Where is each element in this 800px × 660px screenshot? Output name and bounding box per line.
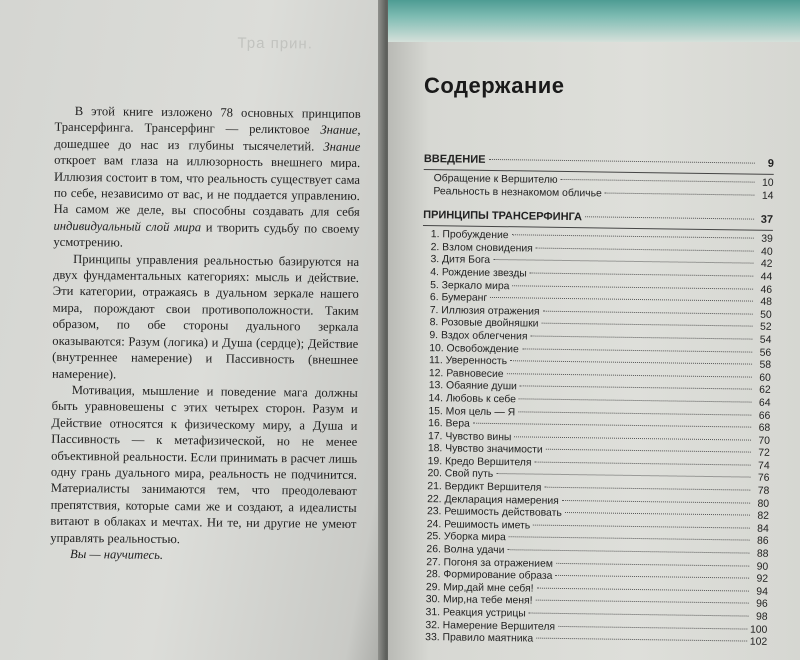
toc-entry-label: 30. Мир,на тебе меня! xyxy=(425,594,533,607)
toc-entry-label: 1. Пробуждение xyxy=(430,229,509,242)
toc-entry-label: 15. Моя цель — Я xyxy=(428,405,516,418)
toc-dot-leader xyxy=(605,192,755,195)
toc-entry-label: 17. Чувство вины xyxy=(427,430,512,443)
paragraph xyxy=(53,103,361,254)
toc-dot-leader xyxy=(546,449,751,453)
toc-dot-leader xyxy=(537,587,749,591)
toc-page-number: 72 xyxy=(758,447,770,460)
toc-dot-leader xyxy=(514,436,751,440)
toc-entry-label: 4. Рождение звезды xyxy=(430,267,527,280)
toc-entry-label: 21. Вердикт Вершителя xyxy=(427,481,542,494)
toc-entry-label: Реальность в незнакомом обличье xyxy=(433,185,602,200)
toc-dot-leader xyxy=(507,549,749,553)
body-text: откроет вам глаза на иллюзорность внешнего мира. Иллюзия состоит в том, что реальность существует сама по себе, независимо от вас, и не поддается управлению. На самом же деле, вы способны создавать для себя xyxy=(53,153,361,220)
toc-entry-label: Обращение к Вершителю xyxy=(433,173,558,186)
toc-entry-label: 16. Вера xyxy=(428,418,470,430)
paragraph xyxy=(52,250,359,384)
toc-dot-leader xyxy=(507,373,752,377)
teal-color-band xyxy=(388,0,800,42)
toc-dot-leader xyxy=(473,423,751,428)
toc-entry-label: 32. Намерение Вершителя xyxy=(425,619,556,633)
toc-dot-leader xyxy=(561,179,755,183)
toc-dot-leader xyxy=(536,600,749,604)
toc-dot-leader xyxy=(530,272,754,276)
toc-dot-leader xyxy=(510,360,752,364)
toc-dot-leader xyxy=(509,537,750,541)
toc-dot-leader xyxy=(518,411,751,415)
toc-page-number: 14 xyxy=(761,190,774,202)
toc-dot-leader xyxy=(493,259,753,264)
toc-page-number: 52 xyxy=(759,322,772,334)
toc-page-number: 86 xyxy=(756,536,769,548)
toc-dot-leader xyxy=(543,310,753,314)
toc-entry-label: ПРИНЦИПЫ ТРАНСЕРФИНГА xyxy=(423,209,583,224)
toc-entry-label: 11. Уверенность xyxy=(429,355,508,368)
toc-page-number: 94 xyxy=(756,586,768,598)
toc-entry-label: 27. Погоня за отражением xyxy=(426,556,554,570)
body-text: В этой книге изложено 78 основных принципов Трансерфинга. Трансерфинг — реликтовое xyxy=(54,103,361,137)
table-of-contents xyxy=(417,152,774,650)
toc-entry-label: 14. Любовь к себе xyxy=(428,392,517,406)
toc-dot-leader xyxy=(562,500,750,504)
toc-entry-label: 31. Реакция устрицы xyxy=(425,607,526,620)
toc-entry-label: 3. Дитя Бога xyxy=(430,254,491,267)
toc-dot-leader xyxy=(520,386,752,390)
toc-page-number: 58 xyxy=(759,359,772,371)
toc-page-number: 42 xyxy=(760,259,773,271)
toc-dot-leader xyxy=(512,234,754,238)
toc-entry-label: 19. Кредо Вершителя xyxy=(427,455,532,469)
toc-page-number: 37 xyxy=(760,213,774,227)
body-text: и творить судьбу по своему усмотрению. xyxy=(53,220,360,250)
toc-dot-leader xyxy=(541,323,752,327)
toc-entry-label: 12. Равновесие xyxy=(428,367,504,380)
toc-page-number: 90 xyxy=(756,561,769,573)
body-text: , дошедшее до нас из глубины тысячелетий. xyxy=(54,123,361,154)
toc-page-number: 10 xyxy=(761,177,774,189)
toc-dot-leader xyxy=(529,613,749,617)
toc-page-number: 39 xyxy=(761,233,773,246)
toc-dot-leader xyxy=(488,159,754,164)
toc-page-number: 88 xyxy=(756,548,769,560)
body-text: Мотивация, мышление и поведение мага должны быть уравновешены с этих четырех сторон. Разум и Действие относятся к физическому миру, а Душа и Пассивность — к метафизической, но не менее объективной реальности. Если принимать в расчет лишь одну грань дуального мира, реальность не подчинится. Материалисты занимаются тем, что преодолевают препятствия, которые сами же и создают, а идеалисты витают в облаках и мечтах. Ни те, ни другие не умеют управлять реальностью. xyxy=(50,382,358,546)
toc-page-number: 40 xyxy=(760,246,773,258)
toc-dot-leader xyxy=(535,461,751,465)
toc-page-number: 64 xyxy=(758,397,771,409)
toc-entry-label: 6. Бумеранг xyxy=(429,292,488,305)
toc-entry-label: 18. Чувство значимости xyxy=(427,443,543,456)
toc-page-number: 82 xyxy=(757,510,770,523)
toc-entry-label: 22. Декларация намерения xyxy=(427,493,559,507)
toc-page-number: 9 xyxy=(767,157,774,170)
toc-dot-leader xyxy=(585,216,754,219)
toc-entry-label: 33. Правило маятника xyxy=(425,632,534,645)
toc-dot-leader xyxy=(496,474,750,479)
paragraph xyxy=(50,382,358,549)
ghost-header-text: Тра прин. xyxy=(237,34,314,53)
toc-entry-label: 13. Обаяние души xyxy=(428,380,517,393)
toc-entry-label: 29. Мир,дай мне себя! xyxy=(425,581,534,595)
toc-page-number: 68 xyxy=(758,422,771,434)
toc-dot-leader xyxy=(522,348,752,352)
emphasis-text: индивидуальный слой мира xyxy=(53,218,202,235)
toc-dot-leader xyxy=(533,524,750,528)
toc-page-number: 48 xyxy=(760,296,773,309)
toc-page-number: 74 xyxy=(758,460,770,472)
toc-dot-leader xyxy=(519,398,752,402)
toc-entry-label: 23. Решимость действовать xyxy=(426,506,562,520)
toc-page-number: 66 xyxy=(758,410,771,422)
toc-page-number: 76 xyxy=(757,473,770,485)
toc-page-number: 44 xyxy=(760,271,773,283)
toc-dot-leader xyxy=(558,626,747,630)
emphasis-text: Вы — научитесь. xyxy=(70,546,164,562)
left-page xyxy=(0,0,390,660)
right-page xyxy=(388,0,800,660)
toc-dot-leader xyxy=(544,487,750,491)
toc-title: Содержание xyxy=(424,73,565,98)
toc-entry-label: 20. Свой путь xyxy=(427,468,494,481)
body-text: Принципы управления реальностью базируются на двух фундаментальных категориях: мысль и действие. Эти категории, отражаясь в дуальном зеркале нашего мира, порождают свои противоположности. Таким образом, по обе стороны дуального зеркала оказываются: Разум (логика) и Душа (сердце); Действие (внутреннее намерение) и Пассивность (внешнее намерение). xyxy=(51,251,360,381)
toc-page-number: 96 xyxy=(756,599,768,611)
paragraph xyxy=(50,546,356,566)
toc-entry-label: 7. Иллюзия отражения xyxy=(429,304,540,318)
toc-entry-label: 25. Уборка мира xyxy=(426,531,506,544)
toc-entry-label: 2. Взлом сновидения xyxy=(430,241,533,255)
toc-page-number: 80 xyxy=(757,498,770,510)
toc-dot-leader xyxy=(531,335,753,339)
toc-page-number: 100 xyxy=(749,624,768,636)
left-page-body xyxy=(50,103,361,566)
toc-page-number: 92 xyxy=(756,573,769,586)
toc-page-number: 98 xyxy=(755,611,768,623)
toc-page-number: 62 xyxy=(759,385,771,397)
toc-entry-label: 9. Вздох облегчения xyxy=(429,330,528,343)
toc-page-number: 102 xyxy=(749,636,768,649)
toc-dot-leader xyxy=(536,638,747,642)
toc-dot-leader xyxy=(556,563,749,567)
emphasis-text: Знание xyxy=(320,122,358,138)
toc-entry-label: ВВЕДЕНИЕ xyxy=(423,152,486,166)
toc-dot-leader xyxy=(565,512,750,516)
toc-page-number: 60 xyxy=(759,372,771,384)
toc-entry-label: 28. Формирование образа xyxy=(426,569,553,583)
toc-page-number: 56 xyxy=(759,347,772,359)
toc-entry-label: 26. Волна удачи xyxy=(426,544,505,557)
toc-entry-label: 24. Решимость иметь xyxy=(426,518,531,532)
toc-page-number: 46 xyxy=(760,284,773,296)
toc-entry-label: 8. Розовые двойняшки xyxy=(429,317,539,330)
emphasis-text: Знание xyxy=(323,139,361,154)
toc-entry-label: 5. Зеркало мира xyxy=(430,279,510,292)
toc-page-number: 78 xyxy=(757,485,770,497)
toc-dot-leader xyxy=(512,285,753,289)
toc-dot-leader xyxy=(536,247,754,251)
toc-page-number: 54 xyxy=(759,334,772,346)
toc-dot-leader xyxy=(490,297,753,302)
toc-page-number: 70 xyxy=(758,435,771,447)
toc-entry-label: 10. Освобождение xyxy=(429,342,519,355)
toc-page-number: 84 xyxy=(757,523,769,535)
toc-page-number: 50 xyxy=(760,309,772,321)
toc-dot-leader xyxy=(555,575,749,579)
